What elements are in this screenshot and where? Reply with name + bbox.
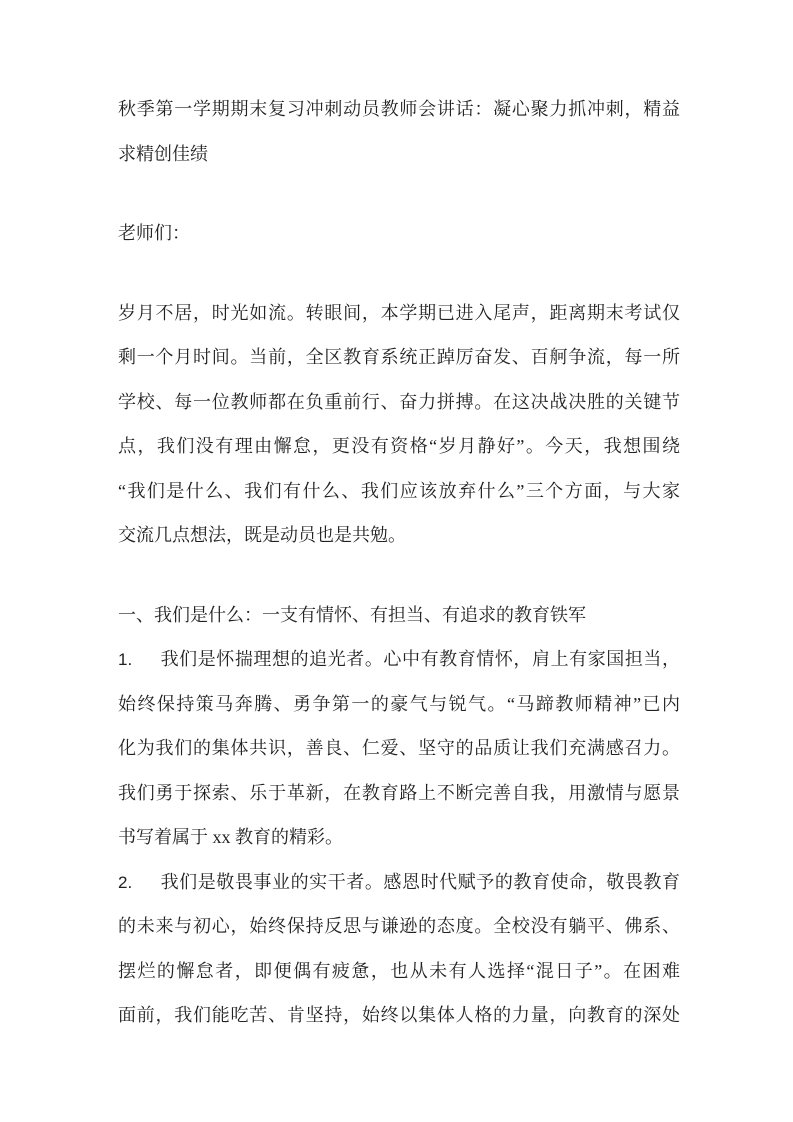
text-line: 面前，我们能吃苦、肯坚持，始终以集体人格的力量，向教育的深处 bbox=[118, 1005, 680, 1025]
text-line: 摆烂的懈怠者，即便偶有疲惫，也从未有人选择“混日子”。在困难 bbox=[118, 960, 680, 981]
text-line: 点，我们没有理由懈怠，更没有资格“岁月静好”。今天，我想围绕 bbox=[118, 436, 680, 456]
text-line: 岁月不居，时光如流。转眼间，本学期已进入尾声，距离期末考试仅 bbox=[118, 302, 680, 323]
text-line: 剩一个月时间。当前，全区教育系统正踔厉奋发、百舸争流，每一所 bbox=[118, 347, 680, 367]
text-line: 求精创佳绩 bbox=[118, 143, 208, 164]
text-line: 秋季第一学期期末复习冲刺动员教师会讲话：凝心聚力抓冲刺，精益 bbox=[118, 99, 680, 119]
text-line: 化为我们的集体共识，善良、仁爱、坚守的品质让我们充满感召力。 bbox=[118, 738, 680, 758]
salutation: 老师们： bbox=[118, 223, 190, 243]
document-title bbox=[118, 87, 680, 176]
section-heading: 一、我们是什么：一支有情怀、有担当、有追求的教育铁军 bbox=[118, 604, 586, 625]
salutation-block bbox=[118, 211, 680, 256]
list-item-2-text: 我们是敬畏事业的实干者。感恩时代赋予的教育使命，敬畏教育 bbox=[160, 871, 680, 892]
list-item-2-first-line bbox=[118, 860, 680, 905]
list-item-1-first-line bbox=[118, 637, 680, 682]
list-item-1 bbox=[118, 637, 680, 860]
text-line: “我们是什么、我们有什么、我们应该放弃什么”三个方面，与大家 bbox=[118, 480, 680, 501]
list-number-2: 2. bbox=[118, 872, 133, 892]
section-one bbox=[118, 593, 680, 1038]
text-line: 学校、每一位教师都在负重前行、奋力拼搏。在这决战决胜的关键节 bbox=[118, 391, 680, 412]
list-item-2-body bbox=[118, 904, 680, 1038]
text-line: 始终保持策马奔腾、勇争第一的豪气与锐气。“马蹄教师精神”已内 bbox=[118, 693, 680, 714]
list-item-1-body bbox=[118, 682, 680, 860]
text-line: 的未来与初心，始终保持反思与谦逊的态度。全校没有躺平、佛系、 bbox=[118, 916, 680, 936]
text-line: 书写着属于 xx 教育的精彩。 bbox=[118, 827, 343, 847]
text-line: 我们勇于探索、乐于革新，在教育路上不断完善自我，用激情与愿景 bbox=[118, 782, 680, 803]
intro-paragraph bbox=[118, 291, 680, 558]
list-number-1: 1. bbox=[118, 650, 133, 669]
list-item-1-text: 我们是怀揣理想的追光者。心中有教育情怀，肩上有家国担当， bbox=[160, 649, 680, 669]
text-line: 交流几点想法，既是动员也是共勉。 bbox=[118, 525, 406, 545]
list-item-2 bbox=[118, 860, 680, 1038]
